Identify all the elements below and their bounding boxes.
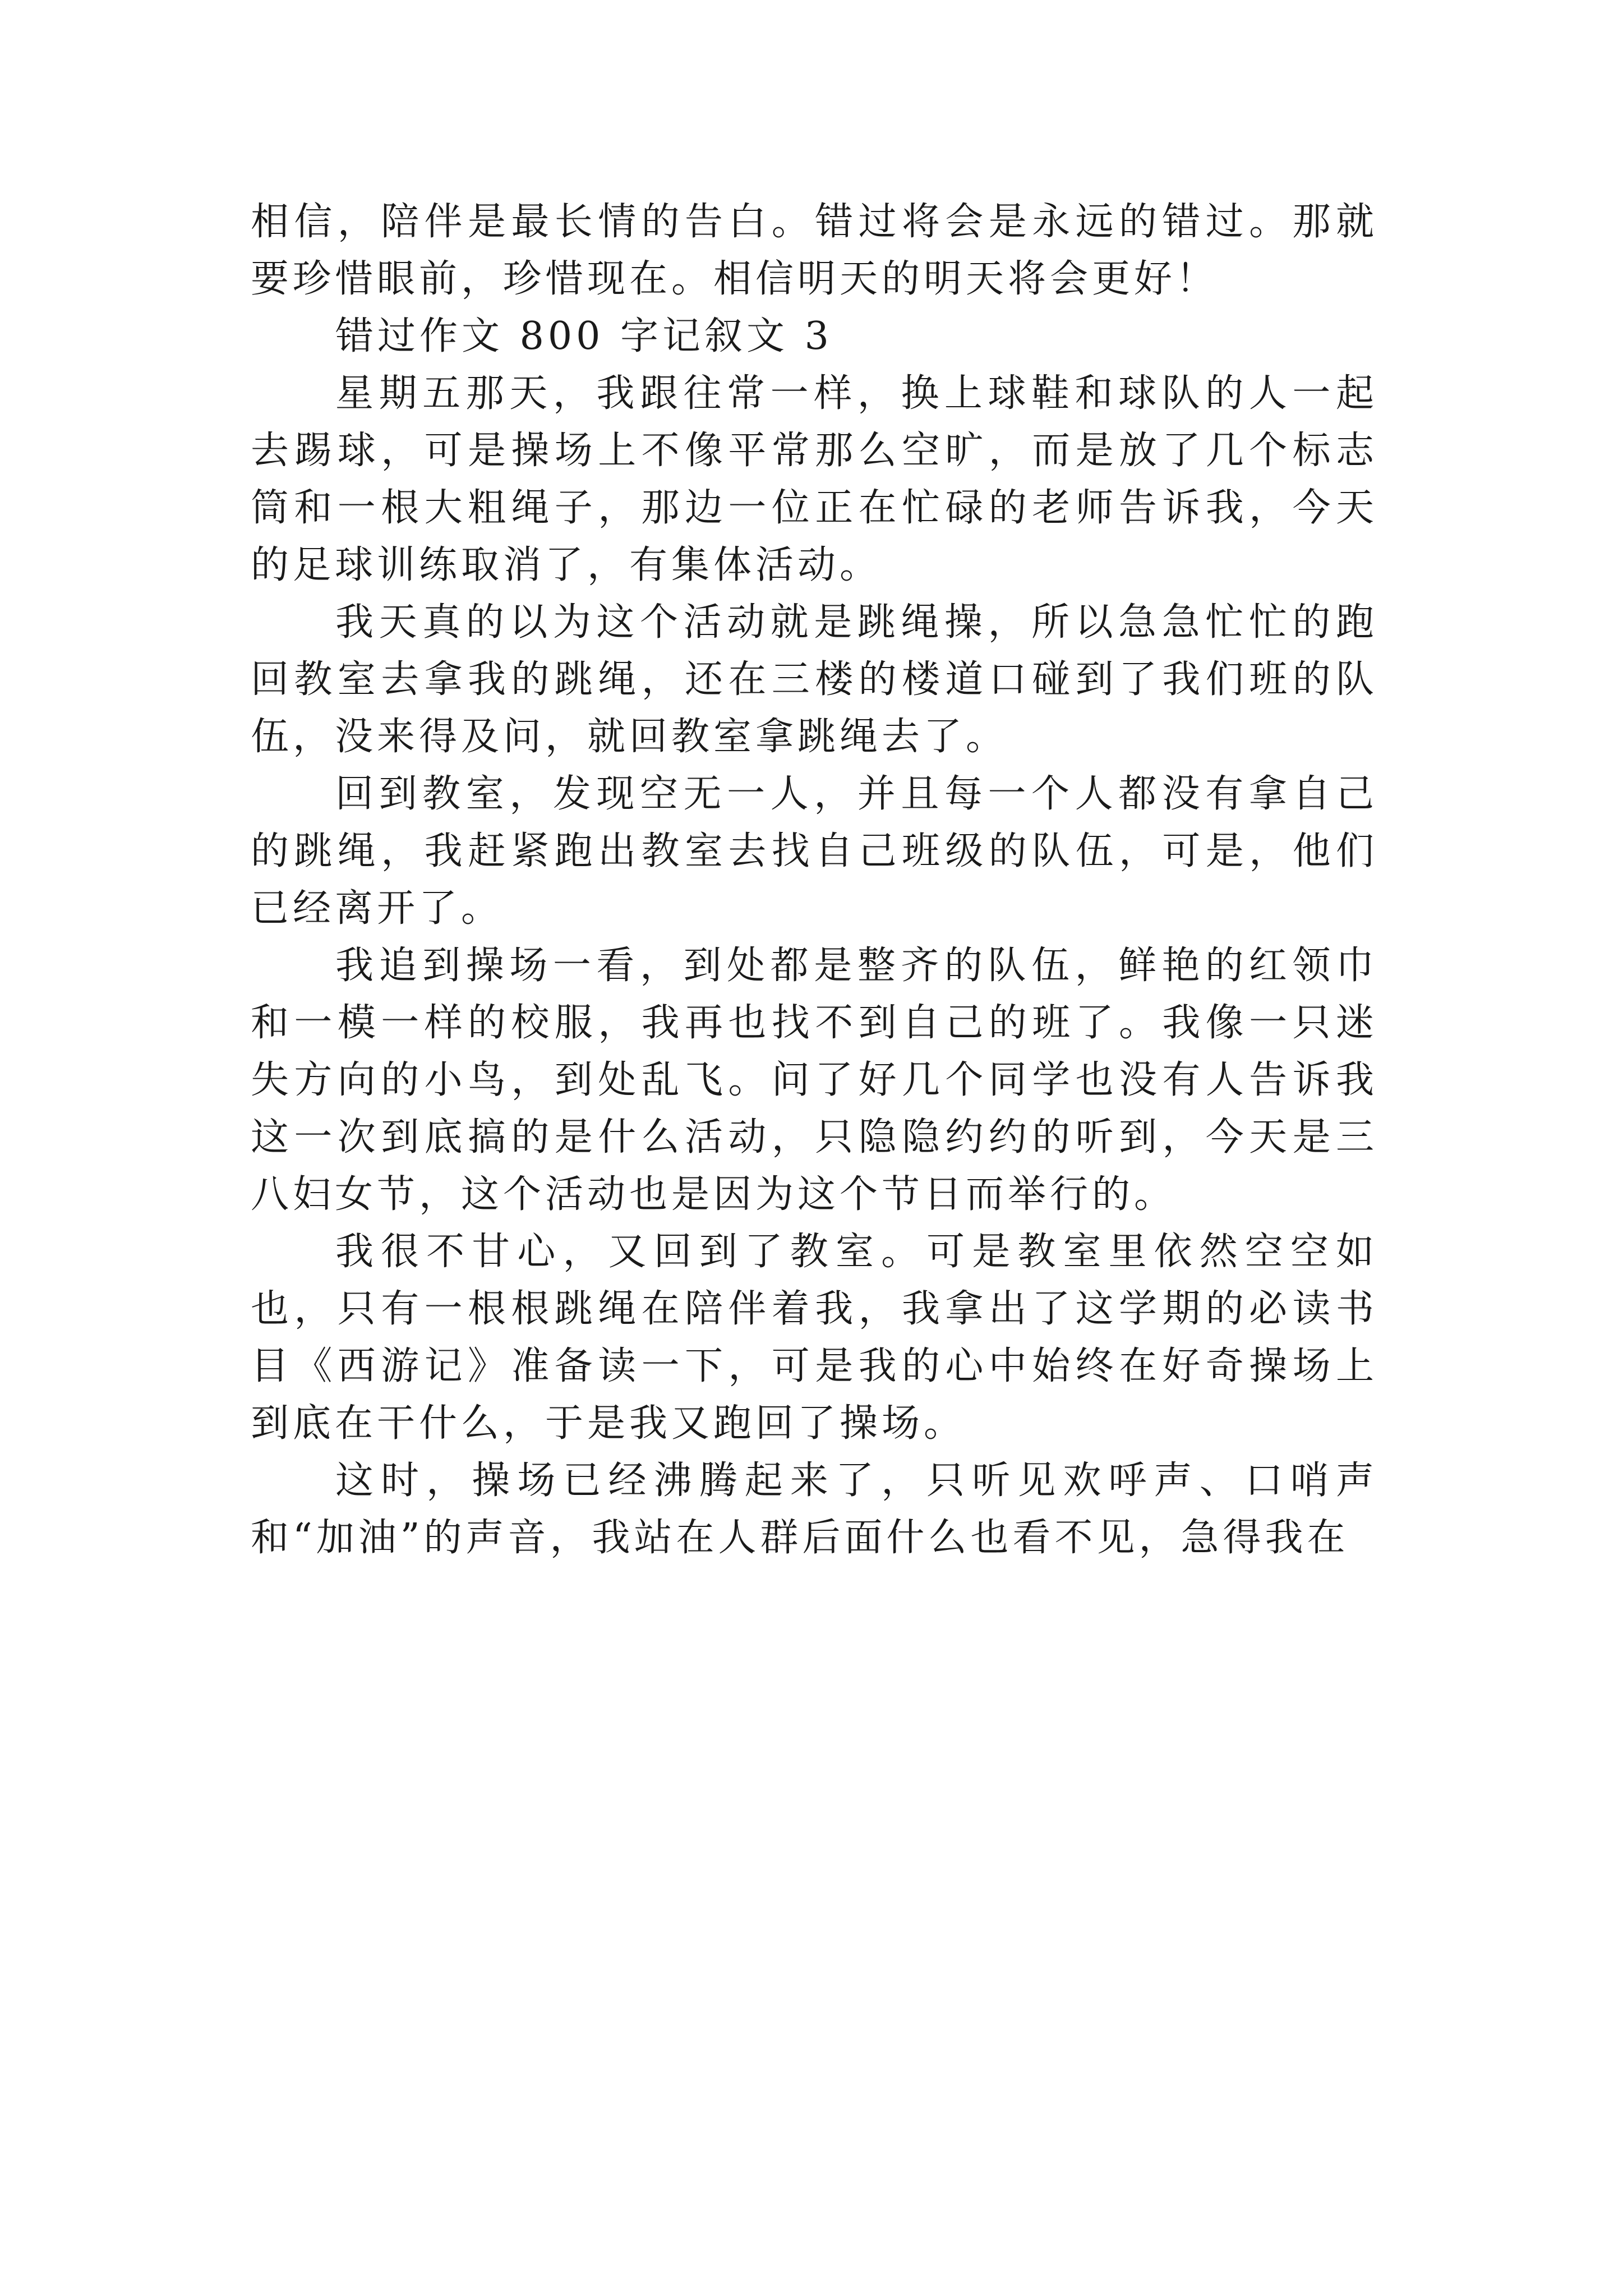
paragraph-continuation: 相信，陪伴是最长情的告白。错过将会是永远的错过。那就要珍惜眼前，珍惜现在。相信明天的明天将会更好！ — [251, 200, 1378, 301]
paragraph: 这时，操场已经沸腾起来了，只听见欢呼声、口哨声和“加油”的声音，我站在人群后面什么也看不见，急得我在 — [251, 1458, 1378, 1560]
paragraph: 我追到操场一看，到处都是整齐的队伍，鲜艳的红领巾和一模一样的校服，我再也找不到自己的班了。我像一只迷失方向的小鸟，到处乱飞。问了好几个同学也没有人告诉我这一次到底搞的是什么活动，只隐隐约约的听到，今天是三八妇女节，这个活动也是因为这个节日而举行的。 — [251, 944, 1378, 1217]
paragraph: 我很不甘心，又回到了教室。可是教室里依然空空如也，只有一根根跳绳在陪伴着我，我拿出了这学期的必读书目《西游记》准备读一下，可是我的心中始终在好奇操场上到底在干什么，于是我又跑回了操场。 — [251, 1230, 1378, 1446]
paragraph: 星期五那天，我跟往常一样，换上球鞋和球队的人一起去踢球，可是操场上不像平常那么空旷，而是放了几个标志筒和一根大粗绳子，那边一位正在忙碌的老师告诉我，今天的足球训练取消了，有集体活动。 — [251, 371, 1378, 587]
paragraph: 回到教室，发现空无一人，并且每一个人都没有拿自己的跳绳，我赶紧跑出教室去找自己班级的队伍，可是，他们已经离开了。 — [251, 772, 1378, 931]
document-body — [251, 194, 1378, 1567]
paragraph: 我天真的以为这个活动就是跳绳操，所以急急忙忙的跑回教室去拿我的跳绳，还在三楼的楼道口碰到了我们班的队伍，没来得及问，就回教室拿跳绳去了。 — [251, 600, 1378, 759]
section-heading: 错过作文 800 字记叙文 3 — [335, 314, 833, 358]
